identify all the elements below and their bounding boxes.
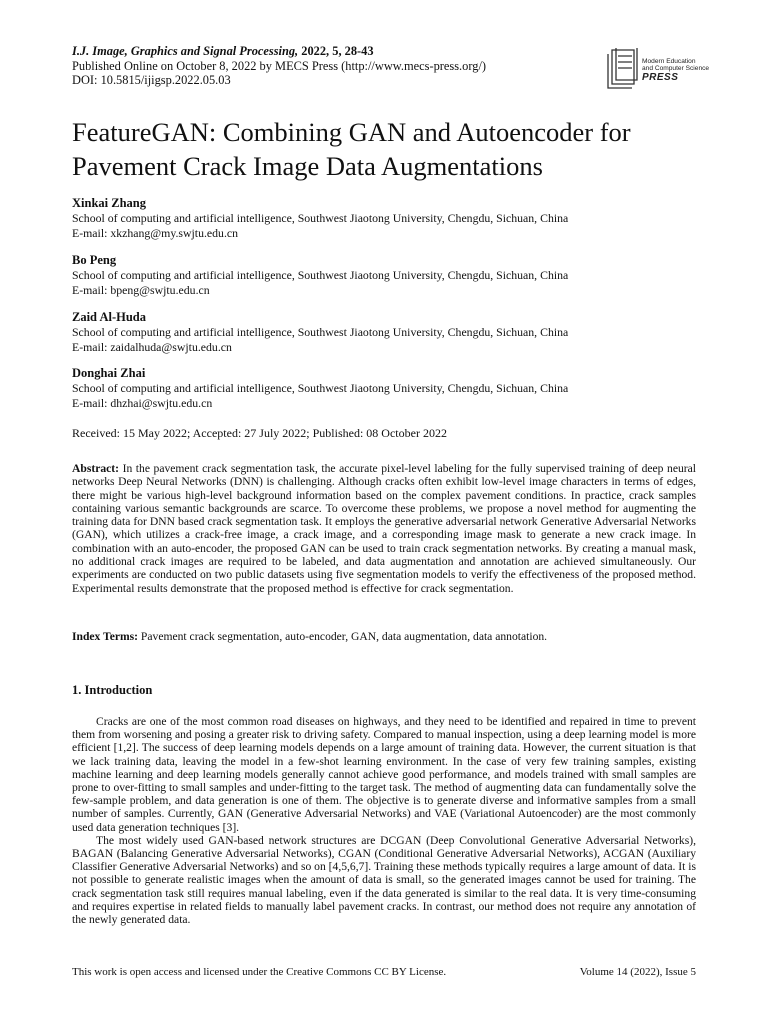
- publisher-logo: [604, 46, 710, 96]
- abstract: [72, 462, 696, 595]
- author-email: E-mail: dhzhai@swjtu.edu.cn: [72, 395, 213, 410]
- author-name: Donghai Zhai: [72, 366, 146, 380]
- author-email: E-mail: zaidalhuda@swjtu.edu.cn: [72, 339, 232, 354]
- author-block: [72, 253, 696, 297]
- journal-citation: [72, 44, 696, 59]
- publisher-logo-line3: PRESS: [642, 72, 679, 83]
- author-affiliation: School of computing and artificial intelligence, Southwest Jiaotong University, Chengdu, Sichuan, China: [72, 268, 569, 282]
- body-paragraph: The most widely used GAN-based network structures are DCGAN (Deep Convolutional Generative Adversarial Networks), BAGAN (Balancing Generative Adversarial Networks), CGAN (Conditional Generative Adversarial Networks), ACGAN (Auxiliary Classifier Generative Adversarial Networks) and so on [4,5,6,7]. Training these methods typically requires a large amount of data. It is not possible to generate realistic images when the amount of data is small, so the generated images cannot be used for training. The crack segmentation task still requires manual labeling, even if the data generated is similar to the real data. It is very time-consuming and requires expertise in related fields to manually label pavement cracks. In contrast, our method does not require any annotation of the newly generated data.: [72, 833, 696, 927]
- author-block: [72, 366, 696, 410]
- journal-volume: 2022, 5, 28-43: [298, 44, 374, 58]
- journal-title: I.J. Image, Graphics and Signal Processing,: [72, 44, 299, 58]
- publisher-logo-line1: Modern Education: [642, 58, 696, 65]
- books-icon: [604, 46, 640, 92]
- abstract-label: Abstract:: [72, 462, 120, 475]
- paper-page: [72, 44, 696, 927]
- abstract-text: In the pavement crack segmentation task, the accurate pixel-level labeling for the fully supervised training of deep neural networks Deep Neural Networks (DNN) is challenging. Although cracks often exhibit low-level image characters in terms of edges, there might be various high-level background information based on the complex pavement conditions. In practice, crack samples containing various semantic backgrounds are scarce. To overcome these problems, we propose a novel method for augmenting the training data for DNN based crack segmentation task. It employs the generative adversarial network Generative Adversarial Networks (GAN), which utilizes a crack-free image, a crack image, and a corresponding image mask to generate a new crack image. In combination with an auto-encoder, the proposed GAN can be used to train crack segmentation networks. By creating a manual mask, no additional crack images are required to be labeled, and data augmentation and annotation are achieved simultaneously. Our experiments are conducted on two public datasets using five segmentation models to verify the effectiveness of the proposed method. Experimental results demonstrate that the proposed method is effective for crack segmentation.: [72, 462, 696, 595]
- author-name: Zaid Al-Huda: [72, 310, 146, 324]
- published-line: Published Online on October 8, 2022 by MECS Press (http://www.mecs-press.org/): [72, 58, 487, 73]
- author-affiliation: School of computing and artificial intelligence, Southwest Jiaotong University, Chengdu, Sichuan, China: [72, 381, 569, 395]
- paper-title: FeatureGAN: Combining GAN and Autoencoder for Pavement Crack Image Data Augmentations: [72, 117, 631, 181]
- doi-line: DOI: 10.5815/ijigsp.2022.05.03: [72, 73, 231, 87]
- publisher-logo-line2: and Computer Science: [642, 65, 710, 72]
- author-email: E-mail: xkzhang@my.swjtu.edu.cn: [72, 225, 239, 240]
- received-dates: Received: 15 May 2022; Accepted: 27 July 2022; Published: 08 October 2022: [72, 426, 447, 440]
- section-body: [72, 715, 696, 926]
- author-block: [72, 310, 696, 354]
- index-terms-label: Index Terms:: [72, 630, 139, 643]
- index-terms: [72, 630, 696, 644]
- author-email: E-mail: bpeng@swjtu.edu.cn: [72, 282, 210, 297]
- author-name: Xinkai Zhang: [72, 196, 146, 210]
- author-block: [72, 196, 696, 240]
- author-affiliation: School of computing and artificial intelligence, Southwest Jiaotong University, Chengdu, Sichuan, China: [72, 325, 569, 339]
- body-paragraph: Cracks are one of the most common road diseases on highways, and they need to be identified and repaired in time to prevent them from worsening and posing a greater risk to driving safety. Compared to manual inspection, using a deep learning model is more efficient [1,2]. The success of deep learning models depends on a large amount of training data. However, the current situation is that we lack training data, leaving the model in a few-shot learning environment. In the case of very few training samples, existing machine learning and deep learning models generally cannot achieve good performance, and models trained with small samples are prone to over-fitting to small samples and under-fitting to the target task. The method of augmenting data can fundamentally solve the few-sample problem, and data generation is one of them. The objective is to generate diverse and informative samples from a small number of samples. Currently, GAN (Generative Adversarial Networks) and VAE (Variational Autoencoder) are the most commonly used data generation techniques [3].: [72, 715, 696, 834]
- section-heading: 1. Introduction: [72, 683, 153, 697]
- index-terms-text: Pavement crack segmentation, auto-encoder, GAN, data augmentation, data annotation.: [138, 630, 548, 643]
- author-name: Bo Peng: [72, 253, 117, 267]
- license-text: This work is open access and licensed under the Creative Commons CC BY License.: [72, 966, 447, 978]
- author-affiliation: School of computing and artificial intelligence, Southwest Jiaotong University, Chengdu, Sichuan, China: [72, 211, 569, 225]
- volume-issue: Volume 14 (2022), Issue 5: [579, 966, 696, 978]
